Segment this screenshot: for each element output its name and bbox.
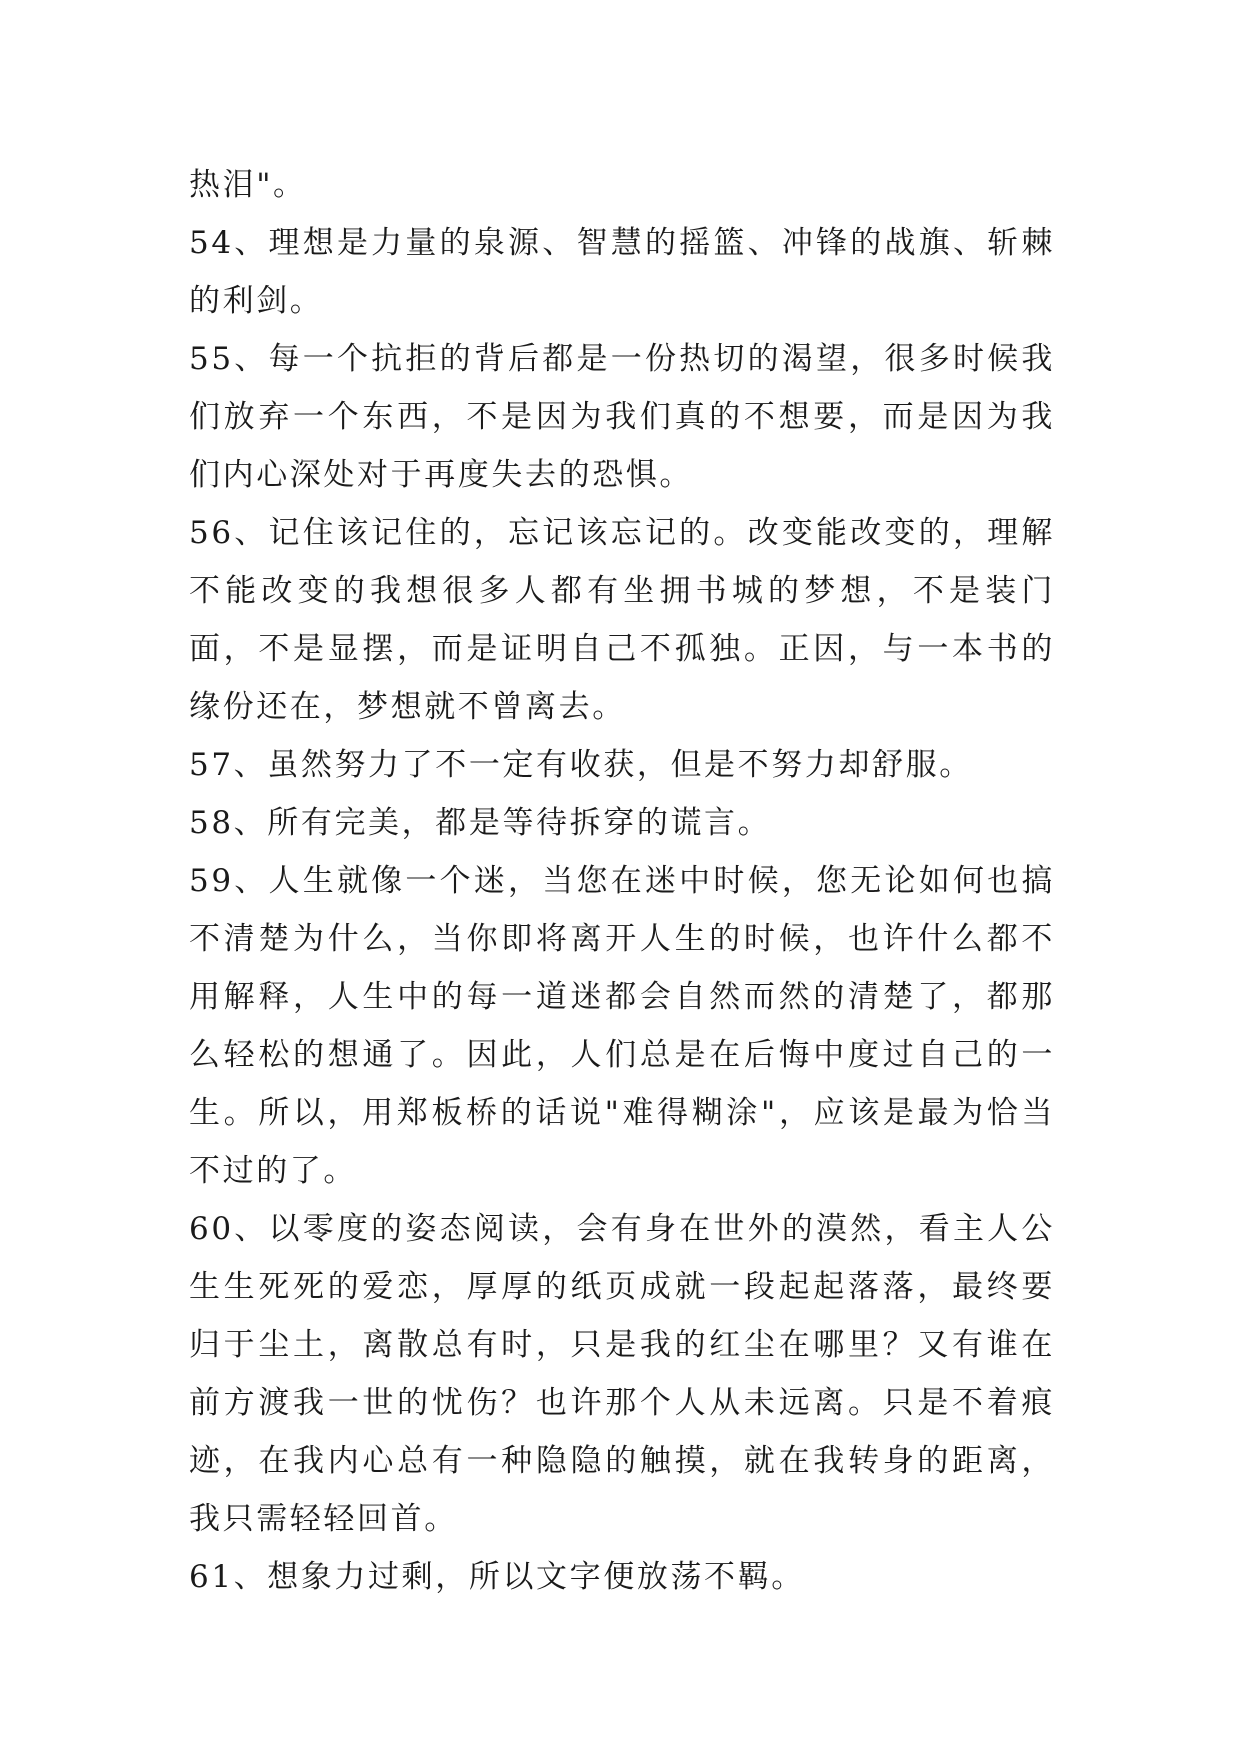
paragraph-continuation: 热泪"。	[189, 167, 307, 203]
paragraph-55: 55、每一个抗拒的背后都是一份热切的渴望，很多时候我们放弃一个东西，不是因为我们真的不想要，而是因为我们内心深处对于再度失去的恐惧。	[189, 341, 1055, 493]
document-body	[189, 156, 1055, 1606]
paragraph-60: 60、以零度的姿态阅读，会有身在世外的漠然，看主人公生生死死的爱恋，厚厚的纸页成就一段起起落落，最终要归于尘土，离散总有时，只是我的红尘在哪里？又有谁在前方渡我一世的忧伤？也许那个人从未远离。只是不着痕迹，在我内心总有一种隐隐的触摸，就在我转身的距离，我只需轻轻回首。	[189, 1211, 1055, 1537]
paragraph-57: 57、虽然努力了不一定有收获，但是不努力却舒服。	[189, 747, 973, 783]
paragraph-56: 56、记住该记住的，忘记该忘记的。改变能改变的，理解不能改变的我想很多人都有坐拥书城的梦想，不是装门面，不是显摆，而是证明自己不孤独。正因，与一本书的缘份还在，梦想就不曾离去。	[189, 515, 1055, 725]
paragraph-58: 58、所有完美，都是等待拆穿的谎言。	[189, 805, 772, 841]
paragraph-59: 59、人生就像一个迷，当您在迷中时候，您无论如何也搞不清楚为什么，当你即将离开人生的时候，也许什么都不用解释，人生中的每一道迷都会自然而然的清楚了，都那么轻松的想通了。因此，人们总是在后悔中度过自己的一生。所以，用郑板桥的话说"难得糊涂"，应该是最为恰当不过的了。	[189, 863, 1055, 1189]
paragraph-61: 61、想象力过剩，所以文字便放荡不羁。	[189, 1559, 805, 1595]
paragraph-54: 54、理想是力量的泉源、智慧的摇篮、冲锋的战旗、斩棘的利剑。	[189, 225, 1055, 319]
